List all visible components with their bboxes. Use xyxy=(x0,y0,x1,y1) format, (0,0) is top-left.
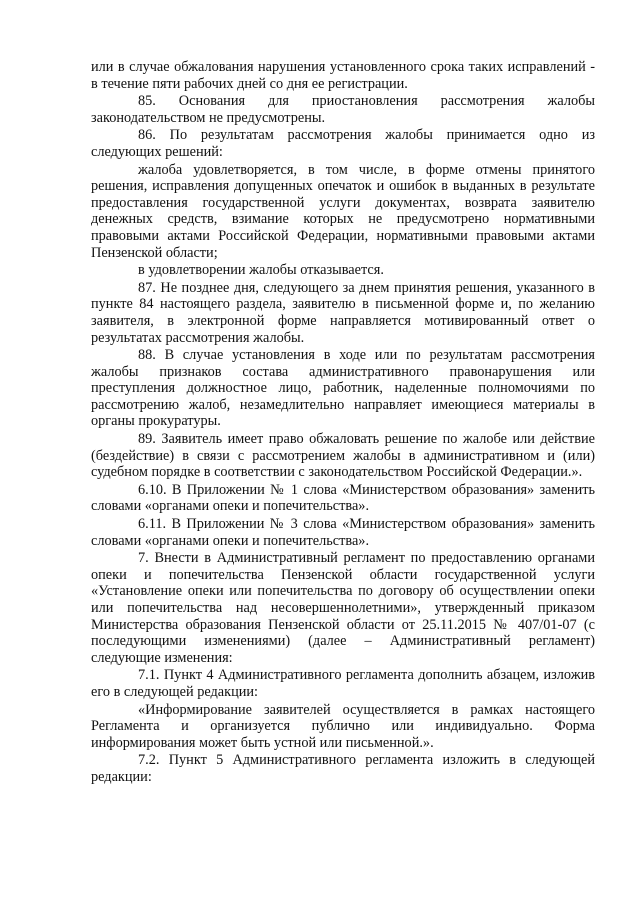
paragraph-85: 85. Основания для приостановления рассмотрения жалобы законодательством не предусмотрены. xyxy=(91,93,595,126)
paragraph-6-10: 6.10. В Приложении № 1 слова «Министерством образования» заменить словами «органами опеки и попечительства». xyxy=(91,481,595,515)
paragraph-7: 7. Внести в Административный регламент по предоставлению органами опеки и попечительства Пензенской области государственной услуги «Установление опеки или попечительства по договору об осуществлении опеки или попечительства над несовершеннолетними», утвержденный приказом Министерства образования Пензенской области от 25.11.2015 № 407/01-07 (с последующими изменениями) (далее – Административный регламент) следующие изменения: xyxy=(91,550,595,666)
paragraph-7-2: 7.2. Пункт 5 Административного регламента изложить в следующей редакции: xyxy=(91,752,595,785)
paragraph-continuation: или в случае обжалования нарушения установленного срока таких исправлений - в течение пяти рабочих дней со дня ее регистрации. xyxy=(91,59,595,92)
paragraph-86: 86. По результатам рассмотрения жалобы принимается одно из следующих решений: xyxy=(91,127,595,160)
paragraph-88: 88. В случае установления в ходе или по результатам рассмотрения жалобы признаков состава административного правонарушения или преступления должностное лицо, работник, наделенные полномочиями по рассмотрению жалоб, незамедлительно направляет имеющиеся материалы в органы прокуратуры. xyxy=(91,347,595,430)
paragraph-87: 87. Не позднее дня, следующего за днем принятия решения, указанного в пункте 84 настоящего раздела, заявителю в письменной форме и, по желанию заявителя, в электронной форме направляется мотивированный ответ о результатах рассмотрения жалобы. xyxy=(91,279,595,346)
paragraph-7-1-quote: «Информирование заявителей осуществляется в рамках настоящего Регламента и организуется публично или индивидуально. Форма информирования может быть устной или письменной.». xyxy=(91,701,595,751)
paragraph-6-11: 6.11. В Приложении № 3 слова «Министерством образования» заменить словами «органами опеки и попечительства». xyxy=(91,516,595,549)
paragraph-7-1: 7.1. Пункт 4 Административного регламента дополнить абзацем, изложив его в следующей редакции: xyxy=(91,667,595,700)
paragraph-89: 89. Заявитель имеет право обжаловать решение по жалобе или действие (бездействие) в связи с рассмотрением жалобы в административном и (или) судебном порядке в соответствии с законодательством Российской Федерации.». xyxy=(91,431,595,481)
paragraph-86-option-1: жалоба удовлетворяется, в том числе, в форме отмены принятого решения, исправления допущенных опечаток и ошибок в выданных в результате предоставления государственной услуги документах, возврата заявителю денежных средств, взимание которых не предусмотрено нормативными правовыми актами Российской Федерации, нормативными правовыми актами Пензенской области; xyxy=(91,161,595,261)
paragraph-86-option-2: в удовлетворении жалобы отказывается. xyxy=(138,262,384,279)
